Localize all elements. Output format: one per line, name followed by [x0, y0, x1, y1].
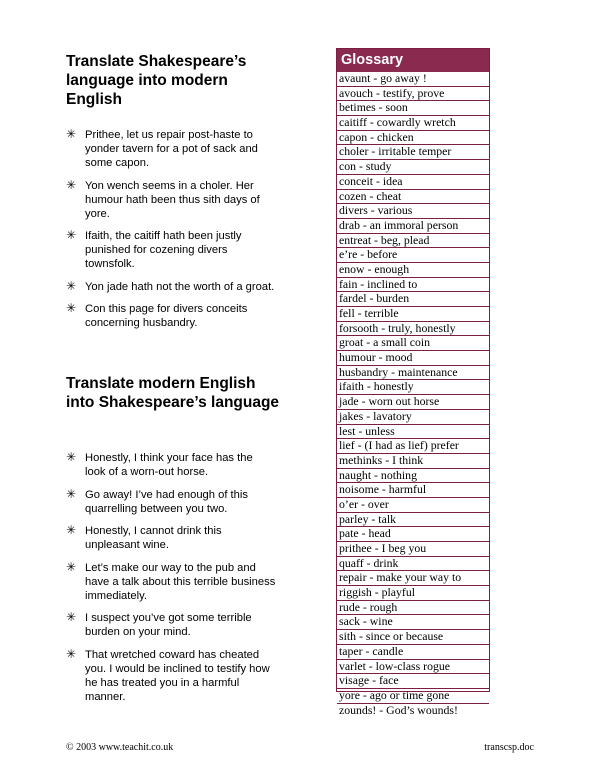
glossary-entry: fell - terrible — [337, 307, 489, 322]
glossary-entry: enow - enough — [337, 263, 489, 278]
glossary-entry: drab - an immoral person — [337, 219, 489, 234]
list-item — [66, 524, 276, 552]
list-item-text: Prithee, let us repair post-haste to yonder tavern for a pot of sack and some capon. — [85, 129, 258, 169]
glossary-entry: divers - various — [337, 204, 489, 219]
glossary-entry: conceit - idea — [337, 175, 489, 190]
glossary-entry: avouch - testify, prove — [337, 87, 489, 102]
glossary-entry: betimes - soon — [337, 101, 489, 116]
glossary-entry: con - study — [337, 160, 489, 175]
list-item-text: I suspect you’ve got some terrible burden on your mind. — [85, 612, 252, 638]
glossary-entry: zounds! - God’s wounds! — [339, 702, 458, 717]
glossary-entry: taper - candle — [337, 645, 489, 660]
glossary-entry: varlet - low-class rogue — [337, 660, 489, 675]
list-item — [66, 648, 276, 704]
glossary-box — [336, 48, 490, 717]
list-item-text: Yon wench seems in a choler. Her humour hath been thus sith days of yore. — [85, 179, 260, 220]
glossary-list — [337, 72, 489, 717]
glossary-entry: sith - since or because — [337, 630, 489, 645]
list-item-text: Let’s make our way to the pub and have a talk about this terrible business immediately. — [85, 561, 276, 602]
glossary-entry: visage - face — [337, 674, 489, 689]
glossary-entry: capon - chicken — [337, 131, 489, 146]
list-item-text: Honestly, I cannot drink this unpleasant wine. — [85, 525, 222, 551]
glossary-entry: choler - irritable temper — [337, 145, 489, 160]
asterisk-bullet-icon: ✳ — [66, 646, 77, 661]
section1-heading-wrap — [66, 52, 288, 109]
glossary-entry: lest - unless — [337, 425, 489, 440]
list-item-text: Honestly, I think your face has the look of a worn-out horse. — [85, 452, 253, 478]
asterisk-bullet-icon: ✳ — [66, 610, 77, 624]
asterisk-bullet-icon: ✳ — [66, 559, 77, 574]
footer-copyright: © 2003 www.teachit.co.uk — [66, 742, 174, 753]
glossary-entry: husbandry - maintenance — [337, 366, 489, 381]
asterisk-bullet-icon: ✳ — [66, 523, 77, 537]
glossary-entry: methinks - I think — [337, 454, 489, 469]
list-item-text: Con this page for divers conceits concerning husbandry. — [85, 303, 248, 329]
section2-heading: Translate modern English into Shakespeare’s language — [66, 375, 280, 411]
list-item — [66, 561, 276, 603]
list-item — [66, 451, 276, 479]
asterisk-bullet-icon: ✳ — [66, 301, 77, 315]
section1-heading: Translate Shakespeare’s language into modern English — [66, 53, 247, 108]
glossary-title: Glossary — [337, 49, 489, 72]
glossary-entry: caitiff - cowardly wretch — [337, 116, 489, 131]
glossary-entry: fardel - burden — [337, 292, 489, 307]
glossary-entry: groat - a small coin — [337, 336, 489, 351]
glossary-entry: prithee - I beg you — [337, 542, 489, 557]
list-item — [66, 128, 276, 170]
glossary-entry: jade - worn out horse — [337, 395, 489, 410]
glossary-entry: riggish - playful — [337, 586, 489, 601]
glossary-entry: parley - talk — [337, 513, 489, 528]
glossary-entry: repair - make your way to — [337, 571, 489, 586]
glossary-entry: naught - nothing — [337, 469, 489, 484]
section2-list — [66, 451, 276, 712]
list-item — [66, 302, 276, 330]
glossary-entry: jakes - lavatory — [337, 410, 489, 425]
glossary-entry: cozen - cheat — [337, 190, 489, 205]
glossary-entry: lief - (I had as lief) prefer — [337, 439, 489, 454]
glossary-entry: pate - head — [337, 527, 489, 542]
list-item — [66, 488, 276, 516]
list-item — [66, 611, 276, 639]
list-item — [66, 179, 276, 221]
glossary-entry: sack - wine — [337, 615, 489, 630]
glossary-entry: yore - ago or time gone — [337, 689, 489, 704]
list-item-text: Yon jade hath not the worth of a groat. — [85, 280, 275, 293]
glossary-entry: rude - rough — [337, 601, 489, 616]
glossary-entry: quaff - drink — [337, 557, 489, 572]
footer-filename: transcsp.doc — [484, 742, 534, 753]
list-item — [66, 229, 276, 271]
glossary-entry: forsooth - truly, honestly — [337, 322, 489, 337]
glossary-entry: avaunt - go away ! — [337, 72, 489, 87]
asterisk-bullet-icon: ✳ — [66, 177, 77, 192]
list-item-text: Ifaith, the caitiff hath been justly punished for cozening divers townsfolk. — [85, 230, 242, 270]
asterisk-bullet-icon: ✳ — [66, 127, 77, 141]
asterisk-bullet-icon: ✳ — [66, 228, 77, 242]
glossary-entry: fain - inclined to — [337, 278, 489, 293]
section1-list — [66, 128, 276, 339]
glossary-entry: o’er - over — [337, 498, 489, 513]
asterisk-bullet-icon: ✳ — [66, 486, 77, 501]
section2-heading-wrap — [66, 374, 288, 412]
glossary-entry: noisome - harmful — [337, 483, 489, 498]
asterisk-bullet-icon: ✳ — [66, 278, 77, 293]
glossary-entry: entreat - beg, plead — [337, 234, 489, 249]
list-item-text: That wretched coward has cheated you. I would be inclined to testify how he has treated you in a harmful manner. — [85, 648, 270, 703]
glossary-entry: humour - mood — [337, 351, 489, 366]
list-item-text: Go away! I’ve had enough of this quarrelling between you two. — [85, 488, 248, 515]
glossary-entry: ifaith - honestly — [337, 380, 489, 395]
glossary-entry: e’re - before — [337, 248, 489, 263]
list-item — [66, 280, 276, 294]
asterisk-bullet-icon: ✳ — [66, 450, 77, 464]
